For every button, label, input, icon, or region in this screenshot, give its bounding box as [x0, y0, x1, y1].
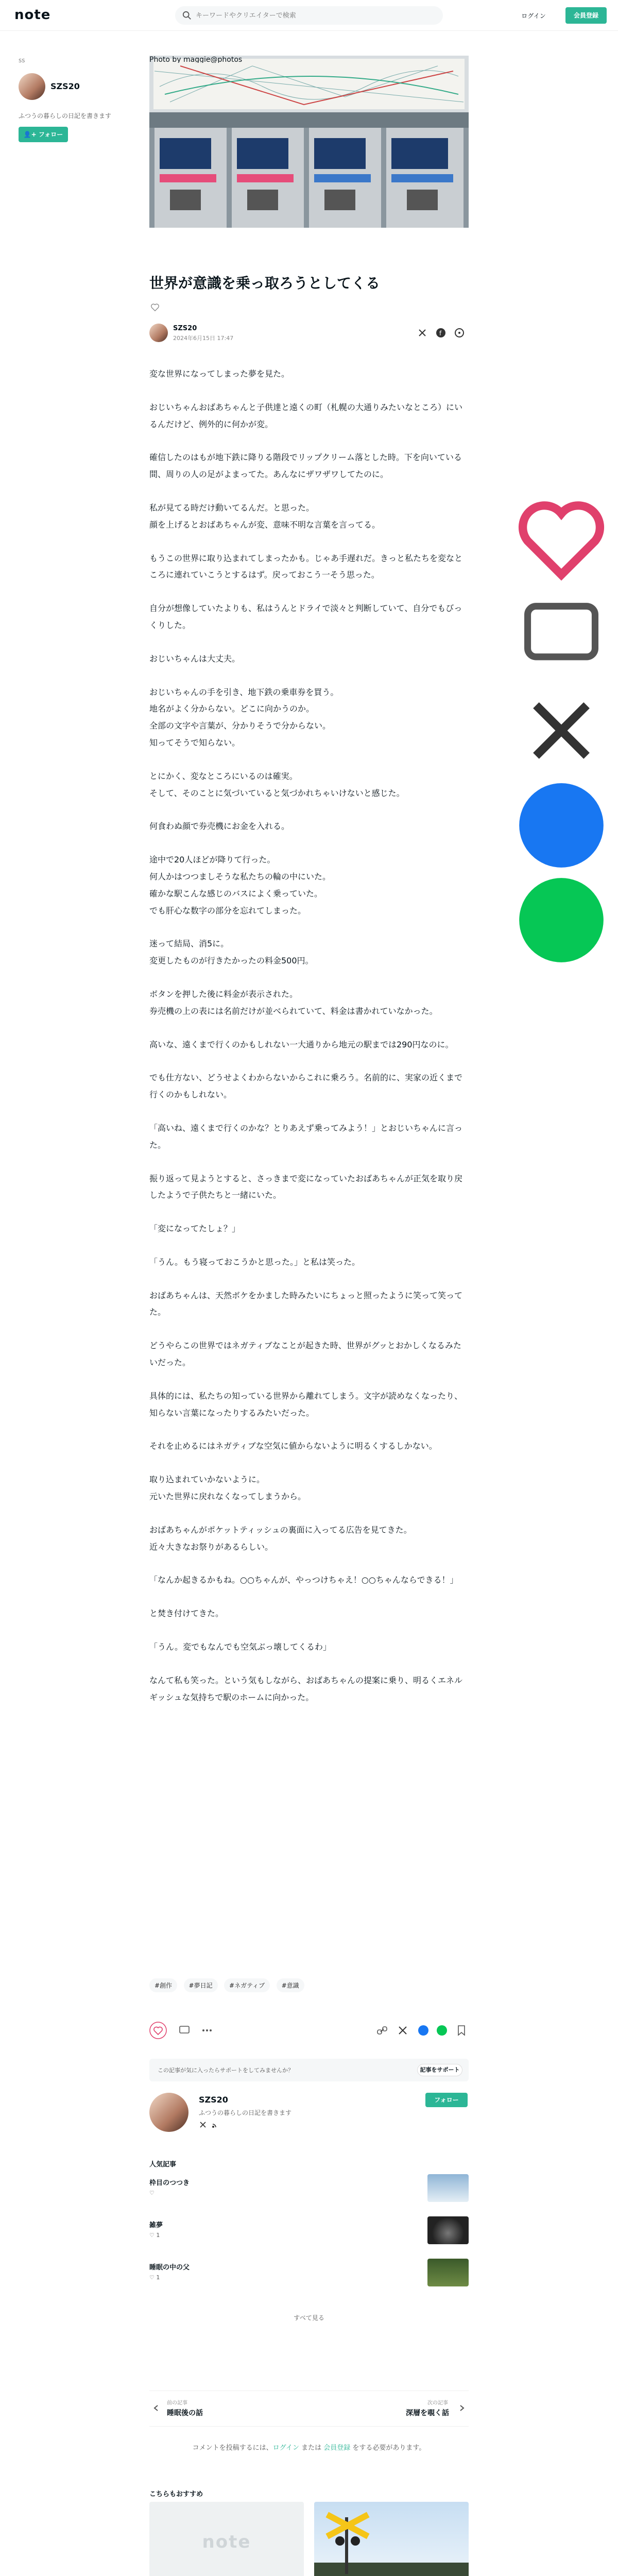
- article-paragraph: 「うん。もう寝っておこうかと思った。」と私は笑った。: [149, 1257, 360, 1267]
- recommend-card[interactable]: [149, 2502, 304, 2576]
- x-share-icon[interactable]: [515, 684, 608, 777]
- x-share-icon[interactable]: [397, 2024, 409, 2037]
- article-paragraph: おじいちゃんの手を引き、地下鉄の乗車券を買う。 地名がよく分からない。どこに向かうのか。 全部の文字や言葉が、分かりそうで分からない。 知ってそうで知らない。: [149, 687, 339, 748]
- railroad-crossing-image: [314, 2502, 469, 2576]
- article-paragraph: 途中で20人ほどが降りて行った。 何人かはつつましそうな私たちの輪の中にいた。 確かな駅こんな感じのバスによく乗っていた。 でも肝心な数字の部分を忘れてしまった。: [149, 855, 331, 916]
- article-paragraph: なんて私も笑った。という気もしながら、おばあちゃんの提案に乗り、明るくエネルギッシュな気持ちで駅のホームに向かった。: [149, 1675, 463, 1702]
- comment-icon[interactable]: [515, 589, 608, 682]
- article-paragraph: 自分が想像していたよりも、私はうんとドライで淡々と判断していて、自分でもびっくりした。: [149, 603, 462, 630]
- search-input[interactable]: [196, 6, 433, 25]
- more-icon[interactable]: [201, 2024, 213, 2037]
- note-logo[interactable]: note: [14, 7, 51, 23]
- list-item[interactable]: [149, 2259, 469, 2295]
- popular-title[interactable]: 枠目のつつき: [149, 2179, 190, 2187]
- signup-button[interactable]: 会員登録: [565, 7, 607, 24]
- article-actions: [149, 2020, 469, 2040]
- next-label: 次の記事: [427, 2400, 448, 2406]
- article-paragraph: 取り込まれていかないように。 元いた世界に戻れなくなってしまうから。: [149, 1475, 306, 1502]
- popular-title[interactable]: 睡眠の中の父: [149, 2264, 190, 2272]
- support-text: この記事が気に入ったらサポートをしてみませんか？: [158, 2067, 294, 2074]
- follow-button[interactable]: フォロー: [425, 2093, 468, 2107]
- article-body: [149, 366, 469, 1722]
- article-paragraph: 「うん。変でもなんでも空気ぶっ壊してくるわ」: [149, 1642, 331, 1652]
- facebook-icon[interactable]: [515, 779, 608, 872]
- recommend-section: [149, 2488, 469, 2552]
- article-paragraph: どうやらこの世界ではネガティブなことが起きた時、世界がグッとおかしくなるみたいだった。: [149, 1341, 461, 1368]
- comment-login-note: [149, 2442, 469, 2452]
- hashtag[interactable]: #ネガティブ: [224, 1978, 270, 1992]
- article-paragraph: 「なんか起きるかもね。○○ちゃんが、やっつけちゃえ！○○ちゃんならできる！」: [149, 1575, 458, 1585]
- avatar[interactable]: [149, 324, 168, 342]
- rss-icon[interactable]: [211, 2121, 219, 2129]
- author-name[interactable]: SZS20: [173, 325, 197, 332]
- hashtag[interactable]: #夢日記: [184, 1978, 218, 1992]
- thumbnail[interactable]: [427, 2259, 469, 2286]
- svg-text:f: f: [439, 330, 442, 337]
- chevron-left-icon[interactable]: [152, 2404, 160, 2412]
- article-paragraph: もうこの世界に取り込まれてしまったかも。じゃあ手遅れだ。きっと私たちを変なところに連れていこうとするはず。戻っておこう一そう思った。: [149, 553, 463, 580]
- popular-articles: [149, 2159, 469, 2321]
- article-paragraph: おじいちゃんは大丈夫。: [149, 653, 241, 664]
- photo-caption[interactable]: Photo by maggie@photos: [149, 56, 243, 63]
- recommend-card[interactable]: [314, 2502, 469, 2576]
- heart-icon: ♡: [149, 2274, 157, 2281]
- article-paragraph: 高いな、遠くまで行くのかもしれない一大通りから地元の駅までは290円なのに。: [149, 1039, 454, 1049]
- chevron-right-icon[interactable]: [458, 2404, 466, 2412]
- line-icon[interactable]: [436, 2024, 448, 2037]
- article-paragraph: 「高いね、遠くまで行くのかな？とりあえず乗ってみよう！」とおじいちゃんに言った。: [149, 1123, 463, 1150]
- heart-icon[interactable]: [515, 495, 608, 587]
- popular-title[interactable]: 雑夢: [149, 2222, 163, 2229]
- article-paragraph: 振り返って見ようとすると、さっきまで変になっていたおばあちゃんが正気を取り戻したようで子供たちと一緒にいた。: [149, 1173, 463, 1200]
- follow-button[interactable]: [19, 127, 68, 142]
- support-button[interactable]: 記事をサポート: [417, 2064, 462, 2076]
- next-article-link[interactable]: 深層を覗く話: [406, 2409, 449, 2417]
- article-paragraph: 私が見てる時だけ動いてるんだ。と思った。 顔を上げるとおばあちゃんが変、意味不明な言葉を言ってる。: [149, 502, 381, 530]
- facebook-icon[interactable]: [436, 328, 446, 338]
- list-item[interactable]: [149, 2174, 469, 2210]
- see-all-link[interactable]: すべて見る: [294, 2314, 324, 2321]
- heart-icon: ♡: [149, 2190, 154, 2196]
- article-paragraph: 確信したのはもが地下鉄に降りる階段でリップクリーム落とした時。下を向いている間、周りの人の足がよまってた。あんなにザワザワしてたのに。: [149, 452, 462, 480]
- section-title: こちらもおすすめ: [149, 2490, 203, 2498]
- like-button-icon[interactable]: [149, 2022, 167, 2039]
- article-paragraph: おじいちゃんおばあちゃんと子供達と遠くの町（札幌の大通りみたいなところ）にいるんだけど、例外的に何かが変。: [149, 402, 463, 429]
- signup-link[interactable]: 会員登録: [323, 2444, 351, 2452]
- like-count: ♡ 1: [149, 2274, 160, 2281]
- facebook-icon[interactable]: [417, 2024, 430, 2037]
- line-icon[interactable]: [515, 874, 608, 967]
- article-paragraph: おばあちゃんは、天然ボケをかました時みたいにちょっと照ったように笑って笑ってた。: [149, 1290, 463, 1317]
- x-icon[interactable]: [199, 2121, 207, 2129]
- like-count: ♡ 1: [149, 2232, 160, 2239]
- section-title: 人気記事: [149, 2161, 177, 2168]
- search-icon: [182, 11, 192, 20]
- thumbnail[interactable]: [314, 2502, 469, 2576]
- floating-actions: [515, 495, 608, 507]
- article-paragraph: 「変になってたしょ？」: [149, 1224, 241, 1234]
- article-paragraph: それを止めるにはネガティブな空気に値からないように明るくするしかない。: [149, 1441, 437, 1451]
- thumbnail[interactable]: [427, 2216, 469, 2244]
- article-paragraph: 変な世界になってしまった夢を見た。: [149, 369, 290, 379]
- creator-name[interactable]: SZS20: [50, 81, 80, 91]
- article-paragraph: でも仕方ない、どうせよくわからないからこれに乗ろう。名前的に、実家の近くまで行くのかもしれない。: [149, 1073, 463, 1100]
- heart-icon: ♡: [149, 2232, 157, 2239]
- side-creator-panel: [19, 57, 132, 138]
- article-paragraph: とにかく、変なところにいるのは確実。 そして、そのことに気づいていると気づかれちゃいけないと感じた。: [149, 771, 405, 798]
- prev-label: 前の記事: [167, 2400, 187, 2406]
- hashtag[interactable]: #意識: [277, 1978, 304, 1992]
- bookmark-icon[interactable]: [455, 2024, 468, 2037]
- article-paragraph: と焚き付けてきた。: [149, 1608, 224, 1619]
- prev-article-link[interactable]: 睡眠後の話: [167, 2409, 203, 2417]
- thumbnail[interactable]: [427, 2174, 469, 2202]
- creator-bio: ふつうの暮らしの日記を書きます: [199, 2109, 292, 2116]
- comment-icon[interactable]: [178, 2024, 191, 2037]
- note-text: または: [299, 2444, 324, 2452]
- list-item[interactable]: [149, 2216, 469, 2252]
- avatar[interactable]: [149, 2093, 188, 2132]
- search-bar[interactable]: [175, 6, 443, 25]
- creator-bio: ふつうの暮らしの日記を書きます: [19, 112, 112, 120]
- publish-date: 2024年6月15日 17:47: [173, 335, 234, 342]
- site-header: [0, 0, 618, 31]
- hero-image: [149, 56, 469, 228]
- creator-label: ss: [19, 57, 25, 64]
- support-box: [149, 2059, 469, 2081]
- article-paragraph: 迷って結局、消5に。 変更したものが行きたかったの料金500円。: [149, 939, 314, 966]
- hashtag-list: [149, 1978, 469, 1994]
- link-icon[interactable]: [376, 2024, 388, 2037]
- hashtag[interactable]: #創作: [149, 1978, 177, 1992]
- heart-icon[interactable]: [150, 303, 160, 312]
- ticket-machines-illustration: [149, 56, 469, 228]
- thumbnail[interactable]: note: [149, 2502, 304, 2576]
- note-text: コメントを投稿するには、: [192, 2444, 273, 2452]
- prev-next-nav: [149, 2391, 469, 2427]
- more-share-icon[interactable]: [454, 328, 465, 338]
- user-plus-icon: 👤+: [23, 131, 39, 138]
- like-count: [149, 2190, 154, 2196]
- article: [149, 273, 469, 1702]
- avatar[interactable]: [19, 73, 45, 100]
- follow-label: フォロー: [38, 131, 63, 138]
- login-button[interactable]: ログイン: [521, 12, 546, 20]
- login-link[interactable]: ログイン: [272, 2444, 299, 2452]
- article-title: 世界が意識を乗っ取ろうとしてくる: [149, 275, 381, 292]
- article-paragraph: 何食わぬ顔で券売機にお金を入れる。: [149, 821, 290, 832]
- note-text: をする必要があります。: [350, 2444, 426, 2452]
- author-row: [149, 323, 469, 345]
- article-paragraph: ボタンを押した後に料金が表示された。 券売機の上の表には名前だけが並べられていて、料金は書かれていなかった。: [149, 989, 438, 1016]
- creator-card: [149, 2093, 469, 2149]
- x-share-icon[interactable]: [417, 328, 427, 338]
- article-paragraph: おばあちゃんがポケットティッシュの裏面に入ってる広告を見てきた。 近々大きなお祭りがあるらしい。: [149, 1524, 412, 1552]
- article-paragraph: 具体的には、私たちの知っている世界から離れてしまう。文字が読めなくなったり、知らない言葉になったりするみたいだった。: [149, 1391, 463, 1418]
- creator-name[interactable]: SZS20: [199, 2095, 228, 2105]
